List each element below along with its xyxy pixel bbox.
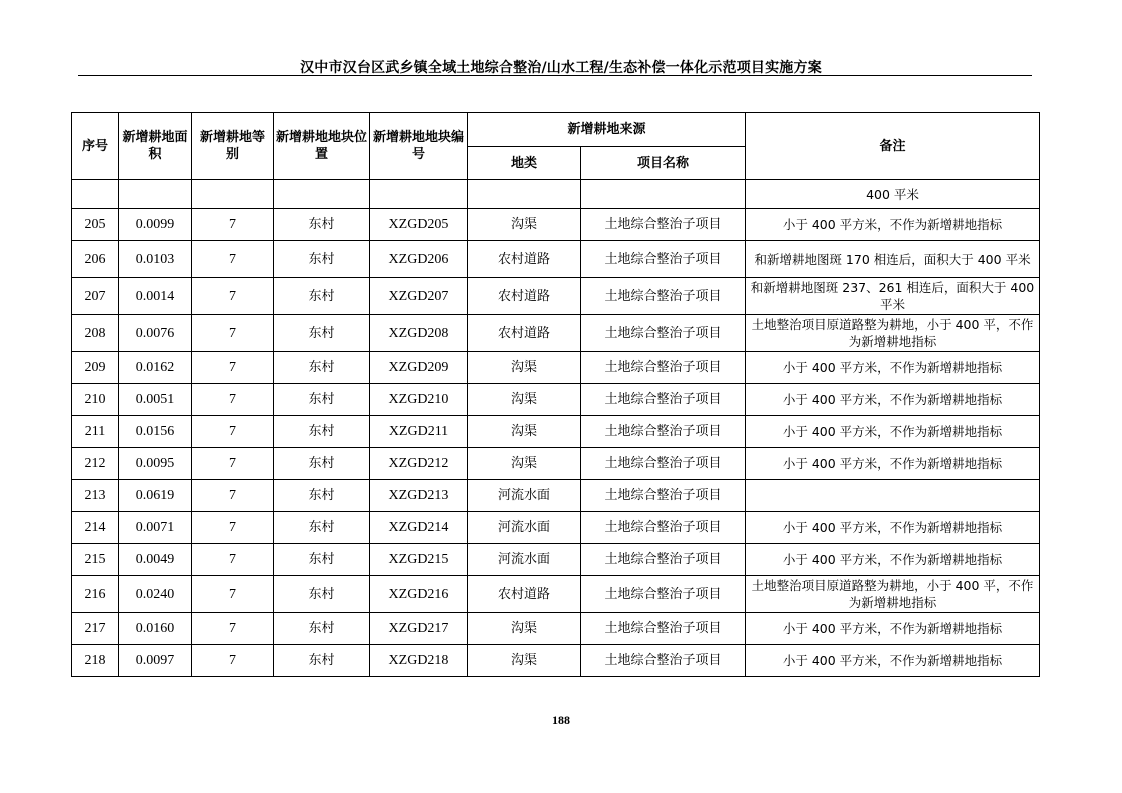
cell-land-type: 沟渠: [468, 613, 581, 645]
cell-area: 0.0099: [119, 209, 192, 241]
cell-project-name: 土地综合整治子项目: [581, 613, 746, 645]
cell-code: XZGD208: [370, 315, 468, 352]
cell-area: 0.0097: [119, 645, 192, 677]
continuation-remark: 400 平米: [746, 180, 1040, 209]
cell-project-name: 土地综合整治子项目: [581, 352, 746, 384]
cell-land-type: 农村道路: [468, 278, 581, 315]
cell-land-type: 沟渠: [468, 209, 581, 241]
cell-project-name: 土地综合整治子项目: [581, 209, 746, 241]
cell-project-name: 土地综合整治子项目: [581, 384, 746, 416]
cell-remark: 小于 400 平方米，不作为新增耕地指标: [746, 613, 1040, 645]
cell-project-name: 土地综合整治子项目: [581, 278, 746, 315]
cell-grade: 7: [192, 241, 274, 278]
header-rule: [78, 75, 1032, 76]
table-row: [72, 241, 1040, 278]
cell-location: 东村: [274, 416, 370, 448]
cell-location: 东村: [274, 448, 370, 480]
cell-index: 217: [72, 613, 119, 645]
cell-area: 0.0095: [119, 448, 192, 480]
cell-land-type: 沟渠: [468, 352, 581, 384]
cell-remark: [746, 480, 1040, 512]
cell-project-name: 土地综合整治子项目: [581, 544, 746, 576]
cell-code: XZGD209: [370, 352, 468, 384]
cell-code: XZGD210: [370, 384, 468, 416]
header-land-type: 地类: [468, 147, 581, 180]
header-grade: 新增耕地等别: [192, 113, 274, 180]
new-farmland-table: [71, 112, 1040, 677]
cell-location: 东村: [274, 209, 370, 241]
cell-code: XZGD214: [370, 512, 468, 544]
cell-land-type: 河流水面: [468, 480, 581, 512]
cell-remark: 小于 400 平方米，不作为新增耕地指标: [746, 384, 1040, 416]
cell-code: XZGD216: [370, 576, 468, 613]
cell-area: 0.0619: [119, 480, 192, 512]
cell-land-type: 沟渠: [468, 645, 581, 677]
table-row: [72, 315, 1040, 352]
cell-location: 东村: [274, 315, 370, 352]
cell-location: 东村: [274, 576, 370, 613]
header-area: 新增耕地面积: [119, 113, 192, 180]
cell-code: XZGD217: [370, 613, 468, 645]
cell-location: 东村: [274, 613, 370, 645]
cell-grade: 7: [192, 315, 274, 352]
cell-index: 213: [72, 480, 119, 512]
cell-code: XZGD211: [370, 416, 468, 448]
cell-remark: 土地整治项目原道路整为耕地，小于 400 平，不作为新增耕地指标: [746, 576, 1040, 613]
table-row: [72, 544, 1040, 576]
cell-index: 210: [72, 384, 119, 416]
cell-project-name: 土地综合整治子项目: [581, 480, 746, 512]
cell-area: 0.0051: [119, 384, 192, 416]
cell-index: 214: [72, 512, 119, 544]
header-location: 新增耕地地块位置: [274, 113, 370, 180]
cell-location: 东村: [274, 480, 370, 512]
cell-area: 0.0240: [119, 576, 192, 613]
cell-area: 0.0014: [119, 278, 192, 315]
cell-location: 东村: [274, 384, 370, 416]
cell-remark: 小于 400 平方米，不作为新增耕地指标: [746, 544, 1040, 576]
header-remark: 备注: [746, 113, 1040, 180]
cell-grade: 7: [192, 480, 274, 512]
table-row: [72, 576, 1040, 613]
table-row: [72, 613, 1040, 645]
cell-land-type: 沟渠: [468, 416, 581, 448]
table-row: [72, 448, 1040, 480]
table-row: [72, 352, 1040, 384]
table-row: [72, 645, 1040, 677]
cell-project-name: 土地综合整治子项目: [581, 315, 746, 352]
table-header: [72, 113, 1040, 180]
cell-area: 0.0076: [119, 315, 192, 352]
document-header-title: 汉中市汉台区武乡镇全域土地综合整治/山水工程/生态补偿一体化示范项目实施方案: [300, 60, 822, 76]
cell-remark: 小于 400 平方米，不作为新增耕地指标: [746, 645, 1040, 677]
cell-land-type: 沟渠: [468, 448, 581, 480]
cell-land-type: 河流水面: [468, 512, 581, 544]
cell-location: 东村: [274, 241, 370, 278]
cell-land-type: 沟渠: [468, 384, 581, 416]
cell-grade: 7: [192, 278, 274, 315]
table-row: [72, 416, 1040, 448]
cell-location: 东村: [274, 278, 370, 315]
table-row: [72, 480, 1040, 512]
cell-land-type: 农村道路: [468, 576, 581, 613]
cell-grade: 7: [192, 544, 274, 576]
cell-area: 0.0071: [119, 512, 192, 544]
cell-remark: 和新增耕地图斑 170 相连后，面积大于 400 平米: [746, 241, 1040, 278]
cell-project-name: 土地综合整治子项目: [581, 576, 746, 613]
cell-index: 212: [72, 448, 119, 480]
page-number: 188: [552, 713, 570, 727]
cell-project-name: 土地综合整治子项目: [581, 241, 746, 278]
cell-code: XZGD218: [370, 645, 468, 677]
cell-code: XZGD205: [370, 209, 468, 241]
cell-grade: 7: [192, 352, 274, 384]
continuation-row: [72, 180, 1040, 209]
cell-land-type: 农村道路: [468, 315, 581, 352]
cell-remark: 小于 400 平方米，不作为新增耕地指标: [746, 209, 1040, 241]
cell-grade: 7: [192, 576, 274, 613]
cell-index: 207: [72, 278, 119, 315]
cell-remark: 小于 400 平方米，不作为新增耕地指标: [746, 416, 1040, 448]
cell-remark: 和新增耕地图斑 237、261 相连后，面积大于 400 平米: [746, 278, 1040, 315]
cell-grade: 7: [192, 512, 274, 544]
cell-area: 0.0160: [119, 613, 192, 645]
cell-location: 东村: [274, 645, 370, 677]
header-code: 新增耕地地块编号: [370, 113, 468, 180]
cell-remark: 小于 400 平方米，不作为新增耕地指标: [746, 352, 1040, 384]
cell-grade: 7: [192, 613, 274, 645]
cell-code: XZGD213: [370, 480, 468, 512]
cell-grade: 7: [192, 416, 274, 448]
table-row: [72, 384, 1040, 416]
cell-remark: 小于 400 平方米，不作为新增耕地指标: [746, 512, 1040, 544]
cell-project-name: 土地综合整治子项目: [581, 512, 746, 544]
cell-remark: 小于 400 平方米，不作为新增耕地指标: [746, 448, 1040, 480]
cell-area: 0.0049: [119, 544, 192, 576]
cell-area: 0.0162: [119, 352, 192, 384]
cell-code: XZGD215: [370, 544, 468, 576]
header-project-name: 项目名称: [581, 147, 746, 180]
cell-index: 218: [72, 645, 119, 677]
cell-code: XZGD207: [370, 278, 468, 315]
cell-remark: 土地整治项目原道路整为耕地，小于 400 平，不作为新增耕地指标: [746, 315, 1040, 352]
cell-index: 211: [72, 416, 119, 448]
cell-area: 0.0103: [119, 241, 192, 278]
table-body: [72, 180, 1040, 677]
cell-project-name: 土地综合整治子项目: [581, 645, 746, 677]
cell-project-name: 土地综合整治子项目: [581, 416, 746, 448]
cell-index: 216: [72, 576, 119, 613]
cell-grade: 7: [192, 448, 274, 480]
cell-grade: 7: [192, 209, 274, 241]
cell-project-name: 土地综合整治子项目: [581, 448, 746, 480]
header-source: 新增耕地来源: [468, 113, 746, 147]
cell-grade: 7: [192, 384, 274, 416]
table-row: [72, 512, 1040, 544]
cell-index: 209: [72, 352, 119, 384]
cell-location: 东村: [274, 544, 370, 576]
cell-index: 208: [72, 315, 119, 352]
header-index: 序号: [72, 113, 119, 180]
cell-code: XZGD212: [370, 448, 468, 480]
cell-location: 东村: [274, 512, 370, 544]
cell-location: 东村: [274, 352, 370, 384]
cell-index: 215: [72, 544, 119, 576]
table-row: [72, 278, 1040, 315]
cell-area: 0.0156: [119, 416, 192, 448]
cell-land-type: 农村道路: [468, 241, 581, 278]
cell-index: 205: [72, 209, 119, 241]
cell-land-type: 河流水面: [468, 544, 581, 576]
cell-index: 206: [72, 241, 119, 278]
table-row: [72, 209, 1040, 241]
cell-code: XZGD206: [370, 241, 468, 278]
cell-grade: 7: [192, 645, 274, 677]
